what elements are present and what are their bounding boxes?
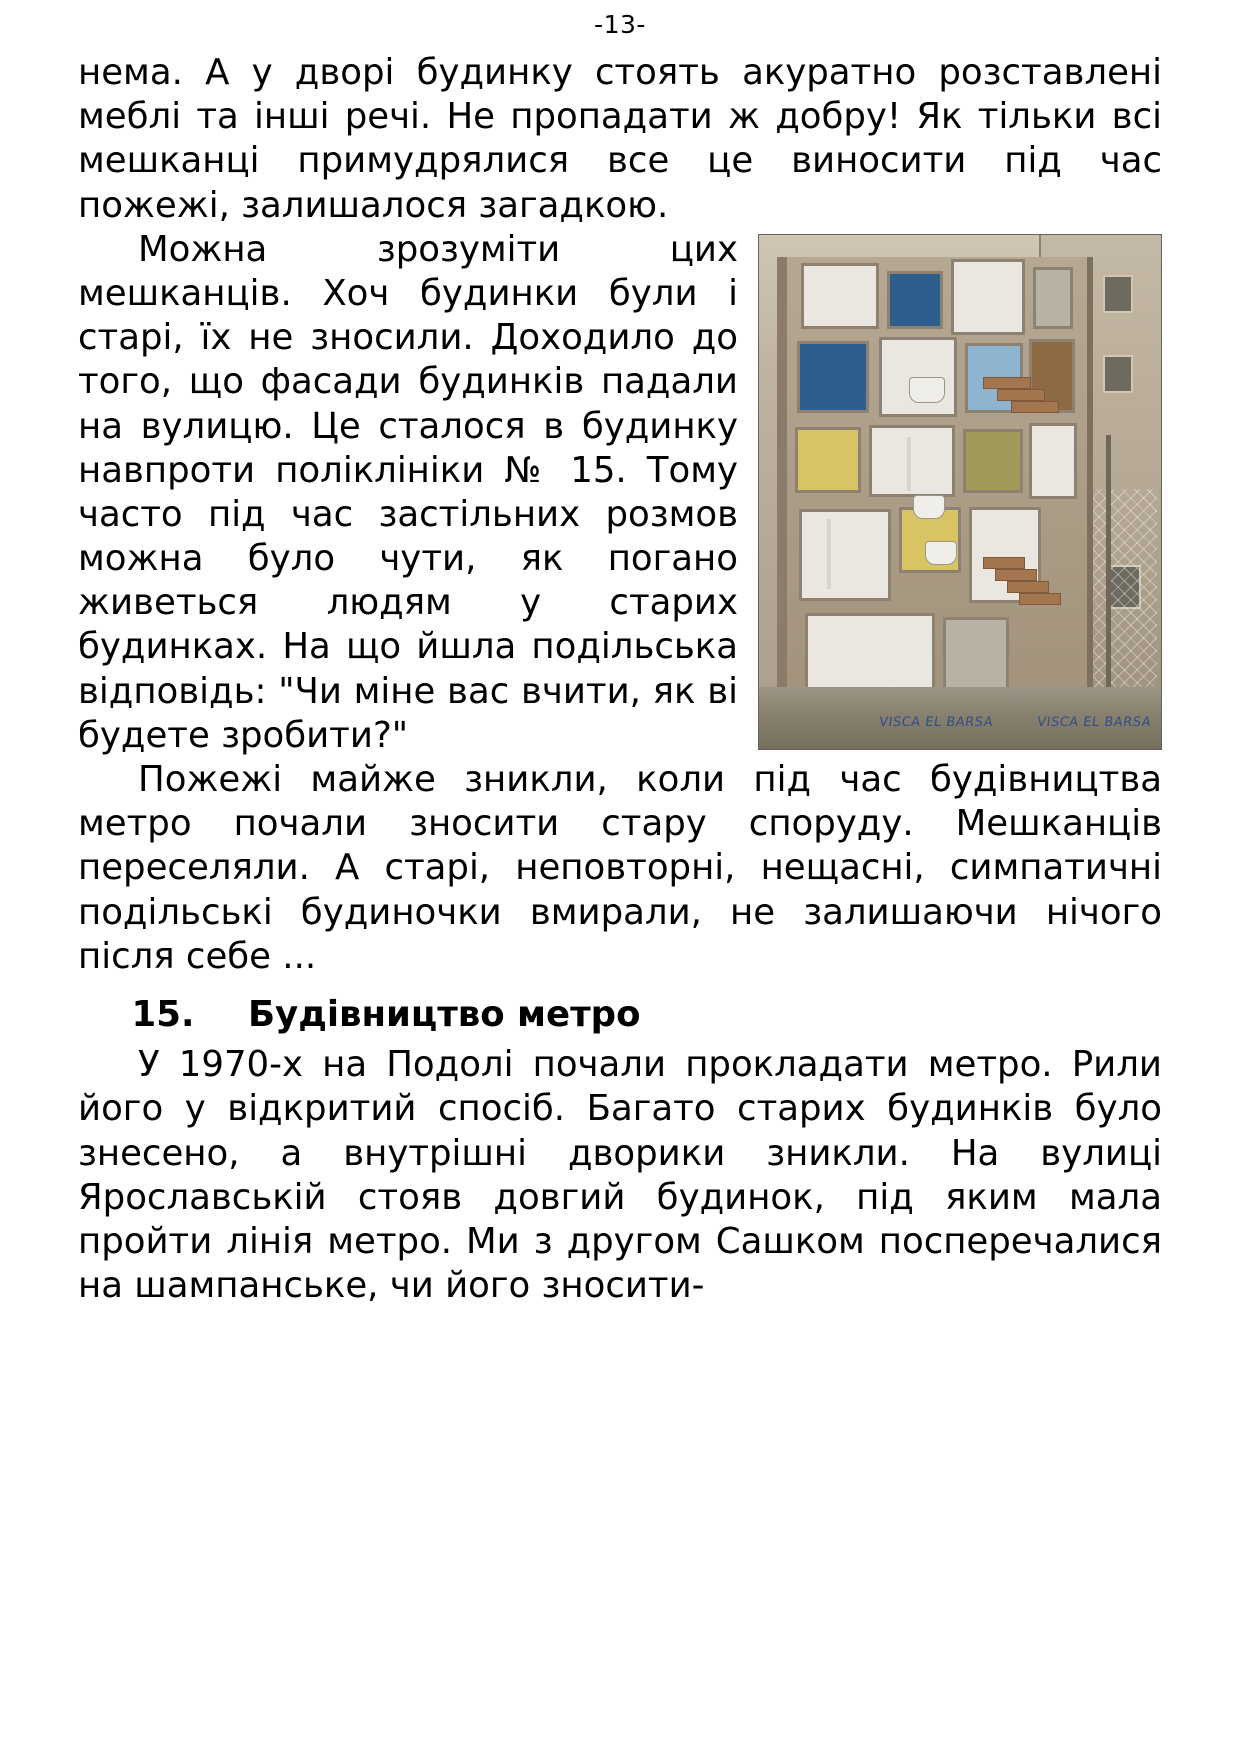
section-number: 15. [131,993,195,1035]
graffiti-text-right: VISCA EL BARSA [1036,714,1153,730]
photo-ruined-facade [758,234,1162,750]
stair-mark [983,557,1025,569]
window-icon [1103,275,1133,313]
stair-mark [1007,581,1049,593]
paragraph-3: Пожежі майже зникли, коли під час будівництва метро почали зносити стару споруду. Мешканців переселяли. А старі, неповторні, нещасні, симпатичні подільські будиночки вмирали, не залишаючи нічого після себе ... [78,759,1162,977]
wall-panel [795,427,861,493]
stair-mark [995,569,1037,581]
wall-panel [869,425,955,497]
stair-mark [1019,593,1061,605]
pipe [907,437,911,491]
wall-panel [951,259,1025,335]
paragraph-2: Можна зрозуміти цих мешканців. Хоч будинки були і старі, їх не зносили. Доходило до того, що фасади будинків падали на вулицю. Це сталося в будинку навпроти поліклініки № 15. Тому часто під час застільних розмов можна було чути, як погано живеться людям у старих будинках. На що йшла подільська відповідь: "Чи міне вас вчити, як ві будете зробити?" [78,228,738,756]
paragraph-2-with-photo [78,228,1162,758]
stair-mark [997,389,1045,401]
paragraph-4: У 1970-х на Подолі почали прокладати метро. Рили його у відкритий спосіб. Багато старих будинків було знесено, а внутрішні дворики зникли. На вулиці Ярославській стояв довгий будинок, під яким мала пройти лінія метро. Ми з другом Сашком посперечалися на шампанське, чи його зносити- [78,1044,1162,1307]
sink-remnant [909,377,945,403]
paragraph-1: нема. А у дворі будинку стоять акуратно розставлені меблі та інші речі. Не пропадати ж добру! Як тільки всі мешканці примудрялися все це виносити під час пожежі, залишалося загадкою. [78,52,1162,226]
wall-panel [1033,267,1073,329]
wall-panel [797,341,869,413]
section-heading [78,993,1162,1037]
sink-remnant [925,541,957,565]
wall-panel [887,271,943,329]
wall-panel [1029,423,1077,499]
wall-panel [963,429,1023,493]
pipe [827,519,831,589]
window-icon [1103,355,1133,393]
stair-mark [983,377,1031,389]
photo-exposed-wall [777,257,1093,689]
graffiti-text-left: VISCA EL BARSA [878,714,995,730]
wall-panel [801,263,879,329]
page-body [78,51,1162,1308]
stair-mark [1011,401,1059,413]
photo-pole [1106,435,1111,693]
wall-panel [799,509,891,601]
section-title: Будівництво метро [248,993,641,1035]
page-number: -13- [594,10,646,39]
sink-remnant [913,495,945,519]
